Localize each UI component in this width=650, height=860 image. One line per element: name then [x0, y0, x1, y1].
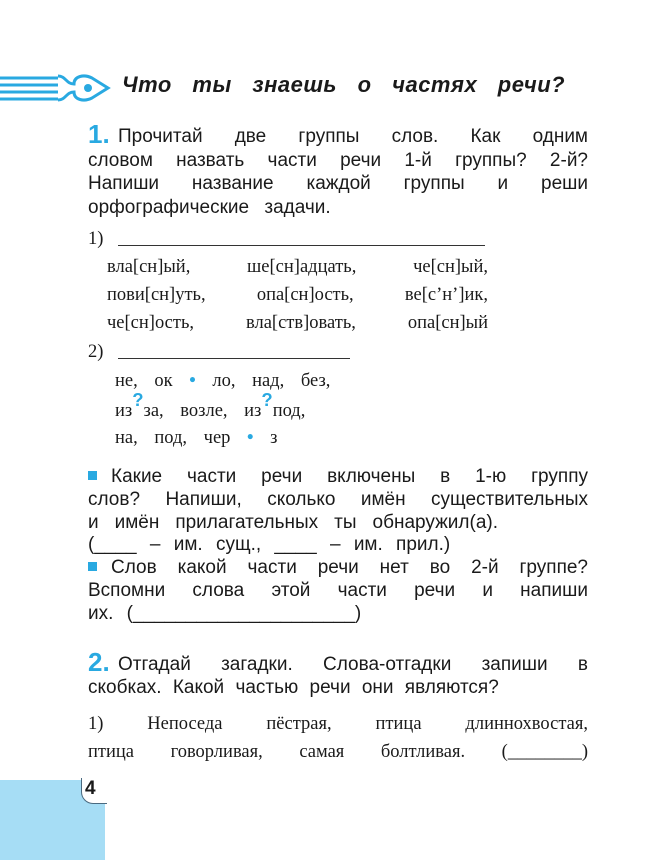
page-number: 4: [81, 778, 107, 804]
task-text: скобках. Какой частью речи они являются?: [88, 677, 499, 698]
bullet-text: их. (_____________________): [88, 603, 362, 624]
question-mark-icon: ?: [132, 389, 144, 410]
missing-letter-dot: •: [189, 371, 196, 391]
group-label: 2): [88, 342, 104, 362]
pencil-icon: [0, 72, 112, 104]
group-label: 1): [88, 229, 104, 249]
word-row: на, под, чер • з: [115, 428, 278, 448]
word-row: пови[сн]уть, опа[сн]ость, ве[с’н’]ик,: [107, 285, 488, 305]
word-row: не, ок • ло, над, без,: [115, 371, 331, 391]
bullet-text: Вспомни слова этой части речи и напиши: [88, 580, 588, 601]
page-title: Что ты знаешь о частях речи?: [122, 72, 566, 97]
riddle-text: птица говорливая, самая болтливая. (________): [88, 742, 588, 762]
bullet-text: слов? Напиши, сколько имён существительных: [88, 489, 588, 510]
missing-letter-dot: •: [247, 428, 254, 448]
task-number: 1.: [88, 119, 110, 149]
bullet-text: и имён прилагательных ты обнаружил(а).: [88, 512, 498, 533]
riddle-text: 1) Непоседа пёстрая, птица длиннохвостая,: [88, 714, 588, 734]
word-row: че[сн]ость, вла[ств]овать, опа[сн]ый: [107, 313, 488, 333]
bullet-icon: [88, 471, 97, 480]
word-row: из?за, возле, из?под,: [115, 389, 306, 421]
bullet-text: Слов какой части речи нет во 2-й группе?: [88, 557, 588, 579]
answer-line[interactable]: [118, 358, 350, 359]
task-text: Прочитай две группы слов. Как одним: [118, 126, 588, 147]
task-text: Отгадай загадки. Слова-отгадки запиши в: [118, 654, 588, 675]
task-text: словом назвать части речи 1-й группы? 2-й?: [88, 150, 588, 171]
bullet-text: (____ – им. сущ., ____ – им. прил.): [88, 534, 451, 555]
task-text: Напиши название каждой группы и реши: [88, 173, 588, 194]
question-mark-icon: ?: [261, 389, 273, 410]
task-number: 2.: [88, 647, 110, 677]
answer-line[interactable]: [118, 245, 485, 246]
bullet-text: Какие части речи включены в 1-ю группу: [88, 466, 588, 488]
word-row: вла[сн]ый, ше[сн]адцать, че[сн]ый,: [107, 257, 488, 277]
task-text: орфографические задачи.: [88, 197, 331, 218]
bullet-icon: [88, 562, 97, 571]
